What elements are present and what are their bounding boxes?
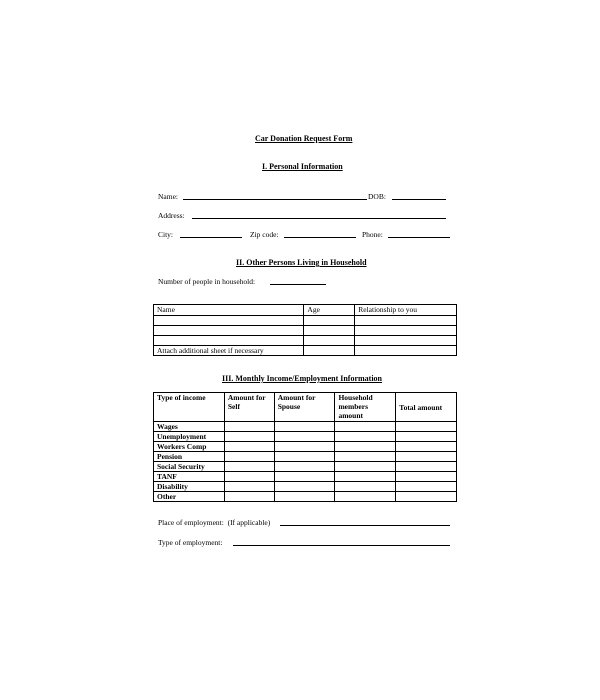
amount-spouse-cell[interactable] [274,472,335,482]
place-of-employment-field[interactable] [280,525,450,526]
table-row [154,482,457,492]
income-header-household: Household members amount [335,393,396,422]
amount-self-cell[interactable] [224,422,274,432]
amount-household-cell[interactable] [335,422,396,432]
income-type-disability: Disability [154,482,225,492]
amount-household-cell[interactable] [335,492,396,502]
table-row [154,326,457,336]
household-count-label: Number of people in household: [158,277,256,286]
amount-spouse-cell[interactable] [274,432,335,442]
address-field[interactable] [192,218,446,219]
table-row [154,492,457,502]
table-row [154,452,457,462]
income-type-other: Other [154,492,225,502]
amount-total-cell[interactable] [396,422,457,432]
amount-household-cell[interactable] [335,442,396,452]
income-type-workers-comp: Workers Comp [154,442,225,452]
amount-self-cell[interactable] [224,462,274,472]
household-header-age: Age [304,305,355,316]
household-relationship-cell[interactable] [355,316,457,326]
amount-total-cell[interactable] [396,492,457,502]
form-title: Car Donation Request Form [255,134,353,143]
amount-total-cell[interactable] [396,472,457,482]
table-row [154,422,457,432]
address-label: Address: [158,211,185,220]
amount-household-cell[interactable] [335,462,396,472]
amount-total-cell[interactable] [396,482,457,492]
amount-household-cell[interactable] [335,452,396,462]
income-header-spouse: Amount for Spouse [274,393,335,422]
household-age-cell[interactable] [304,316,355,326]
income-header-type: Type of income [154,393,225,422]
type-of-employment-label: Type of employment: [158,538,223,547]
table-row [154,442,457,452]
household-relationship-cell[interactable] [355,346,457,356]
household-header-name: Name [154,305,304,316]
name-label: Name: [158,192,178,201]
household-age-cell[interactable] [304,346,355,356]
income-type-social-security: Social Security [154,462,225,472]
income-type-pension: Pension [154,452,225,462]
amount-total-cell[interactable] [396,462,457,472]
income-type-unemployment: Unemployment [154,432,225,442]
zip-label: Zip code: [250,230,279,239]
city-label: City: [158,230,174,239]
dob-field[interactable] [392,199,446,200]
income-header-row [154,393,457,422]
amount-household-cell[interactable] [335,482,396,492]
income-header-total: Total amount [396,393,457,422]
amount-self-cell[interactable] [224,482,274,492]
section-household-heading: II. Other Persons Living in Household [236,258,367,267]
phone-field[interactable] [388,237,450,238]
household-relationship-cell[interactable] [355,336,457,346]
table-row [154,336,457,346]
amount-household-cell[interactable] [335,472,396,482]
income-type-wages: Wages [154,422,225,432]
amount-total-cell[interactable] [396,432,457,442]
amount-self-cell[interactable] [224,452,274,462]
household-name-cell[interactable] [154,316,304,326]
amount-household-cell[interactable] [335,432,396,442]
amount-spouse-cell[interactable] [274,452,335,462]
income-table [153,392,457,502]
name-field[interactable] [183,199,367,200]
table-row [154,316,457,326]
household-note: Attach additional sheet if necessary [154,346,304,356]
household-count-field[interactable] [270,284,326,285]
amount-spouse-cell[interactable] [274,492,335,502]
household-age-cell[interactable] [304,336,355,346]
section-personal-heading: I. Personal Information [262,162,343,171]
income-header-self: Amount for Self [224,393,274,422]
section-income-heading: III. Monthly Income/Employment Information [222,374,383,383]
amount-self-cell[interactable] [224,432,274,442]
table-row [154,432,457,442]
dob-label: DOB: [368,192,386,201]
table-row [154,346,457,356]
amount-spouse-cell[interactable] [274,422,335,432]
household-table [153,304,457,356]
amount-self-cell[interactable] [224,472,274,482]
income-type-tanf: TANF [154,472,225,482]
type-of-employment-field[interactable] [233,545,450,546]
amount-self-cell[interactable] [224,492,274,502]
household-age-cell[interactable] [304,326,355,336]
place-of-employment-label: Place of employment: (If applicable) [158,518,271,527]
amount-self-cell[interactable] [224,442,274,452]
household-name-cell[interactable] [154,326,304,336]
phone-label: Phone: [362,230,383,239]
amount-spouse-cell[interactable] [274,482,335,492]
amount-spouse-cell[interactable] [274,462,335,472]
household-relationship-cell[interactable] [355,326,457,336]
household-name-cell[interactable] [154,336,304,346]
household-header-relationship: Relationship to you [355,305,457,316]
household-header-row [154,305,457,316]
table-row [154,462,457,472]
table-row [154,472,457,482]
amount-total-cell[interactable] [396,452,457,462]
zip-field[interactable] [284,237,356,238]
amount-total-cell[interactable] [396,442,457,452]
city-field[interactable] [180,237,242,238]
amount-spouse-cell[interactable] [274,442,335,452]
